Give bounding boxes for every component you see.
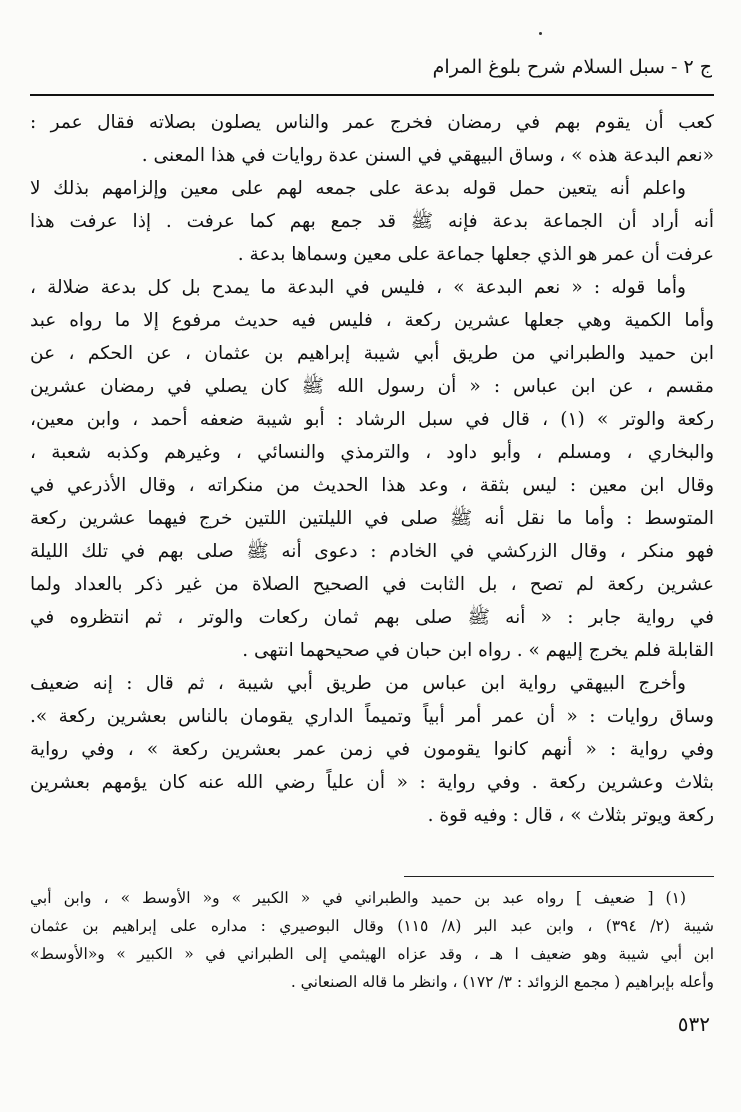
text-line: القابلة فلم يخرج إليهم » . رواه ابن حبان في صحيحهما انتهى . (242, 640, 714, 661)
text-line: وأخرج البيهقي رواية ابن عباس من طريق أبي شيبة ، ثم قال : إنه ضعيف (30, 673, 686, 694)
text-line: ابن حميد والطبراني من طريق أبي شيبة إبراهيم بن عثمان ، عن الحكم ، عن (30, 343, 714, 364)
page-speck (539, 32, 542, 35)
footnote-line: وأعله بإبراهيم ( مجمع الزوائد : ٣/ ١٧٢) ، وانظر ما قاله الصنعاني . (290, 973, 714, 991)
footnote-line: شيبة (٢/ ٣٩٤) ، وابن عبد البر (٨/ ١١٥) وقال البوصيري : مداره على إبراهيم بن عثمان (30, 917, 714, 935)
text-line: وفي رواية : « أنهم كانوا يقومون في زمن عمر بعشرين ركعة » ، وفي رواية (30, 739, 714, 760)
text-line: عرفت أن عمر هو الذي جعلها جماعة على معين وسماها بدعة . (237, 244, 714, 265)
text-line: المتوسط : وأما ما نقل أنه ﷺ صلى في الليلتين اللتين خرج فيهما عشرين ركعة (30, 508, 714, 529)
text-line: واعلم أنه يتعين حمل قوله بدعة على جمعه لهم على معين وإلزامهم بذلك لا (30, 178, 686, 199)
text-line: وقال ابن معين : ليس بثقة ، وعد هذا الحديث من منكراته ، وقال الأذرعي في (30, 475, 714, 496)
text-line: كعب أن يقوم بهم في رمضان فخرج عمر والناس يصلون بصلاته فقال عمر : (30, 112, 714, 133)
text-line: بثلاث وعشرين ركعة . وفي رواية : « أن علياً رضي الله عنه كان يؤمهم بعشرين (30, 772, 714, 793)
text-line: «نعم البدعة هذه » ، وساق البيهقي في السنن عدة روايات في هذا المعنى . (141, 145, 714, 166)
text-line: فهو منكر ، وقال الزركشي في الخادم : دعوى أنه ﷺ صلى بهم في تلك الليلة (30, 541, 714, 562)
text-line: وساق روايات : « أن عمر أمر أبياً وتميماً الداري يقومان بالناس بعشرين ركعة ». (30, 706, 714, 727)
text-line: عشرين ركعة لم تصح ، بل الثابت في الصحيح الصلاة من غير ذكر بالعداد ولما (30, 574, 714, 595)
footnotes (30, 884, 714, 996)
text-line: ركعة ويوتر بثلاث » ، قال : وفيه قوة . (427, 805, 714, 826)
text-line: أنه أراد أن الجماعة بدعة فإنه ﷺ قد جمع بهم كما عرفت . إذا عرفت هذا (30, 211, 714, 232)
main-text (30, 106, 714, 832)
header-rule (30, 94, 714, 96)
text-line: ركعة والوتر » (١) ، قال في سبل الرشاد : أبو شيبة ضعفه أحمد ، وابن معين، (30, 409, 714, 430)
page-number: ٥٣٢ (677, 1012, 710, 1036)
text-line: وأما قوله : « نعم البدعة » ، فليس في البدعة ما يمدح بل كل بدعة ضلالة ، (30, 277, 686, 298)
running-header: ج ٢ - سبل السلام شرح بلوغ المرام (432, 56, 712, 78)
footnote-line: ابن أبي شيبة وهو ضعيف ا هـ ، وقد عزاه الهيثمي إلى الطبراني في « الكبير » و«الأوسط» (30, 945, 714, 963)
text-line: والبخاري ، ومسلم ، وأبو داود ، والترمذي والنسائي ، وغيرهم وكذبه شعبة ، (30, 442, 714, 463)
text-line: مقسم ، عن ابن عباس : « أن رسول الله ﷺ كان يصلي في رمضان عشرين (30, 376, 714, 397)
footnote-rule (404, 876, 714, 877)
text-line: في رواية جابر : « أنه ﷺ صلى بهم ثمان ركعات والوتر ، ثم انتظروه في (30, 607, 714, 628)
footnote-line: (١) [ ضعيف ] رواه عبد بن حميد والطبراني في « الكبير » و« الأوسط » ، وابن أبي (30, 889, 686, 907)
text-line: وأما الكمية وهي جعلها عشرين ركعة ، فليس فيه حديث مرفوع إلا ما رواه عبد (30, 310, 714, 331)
